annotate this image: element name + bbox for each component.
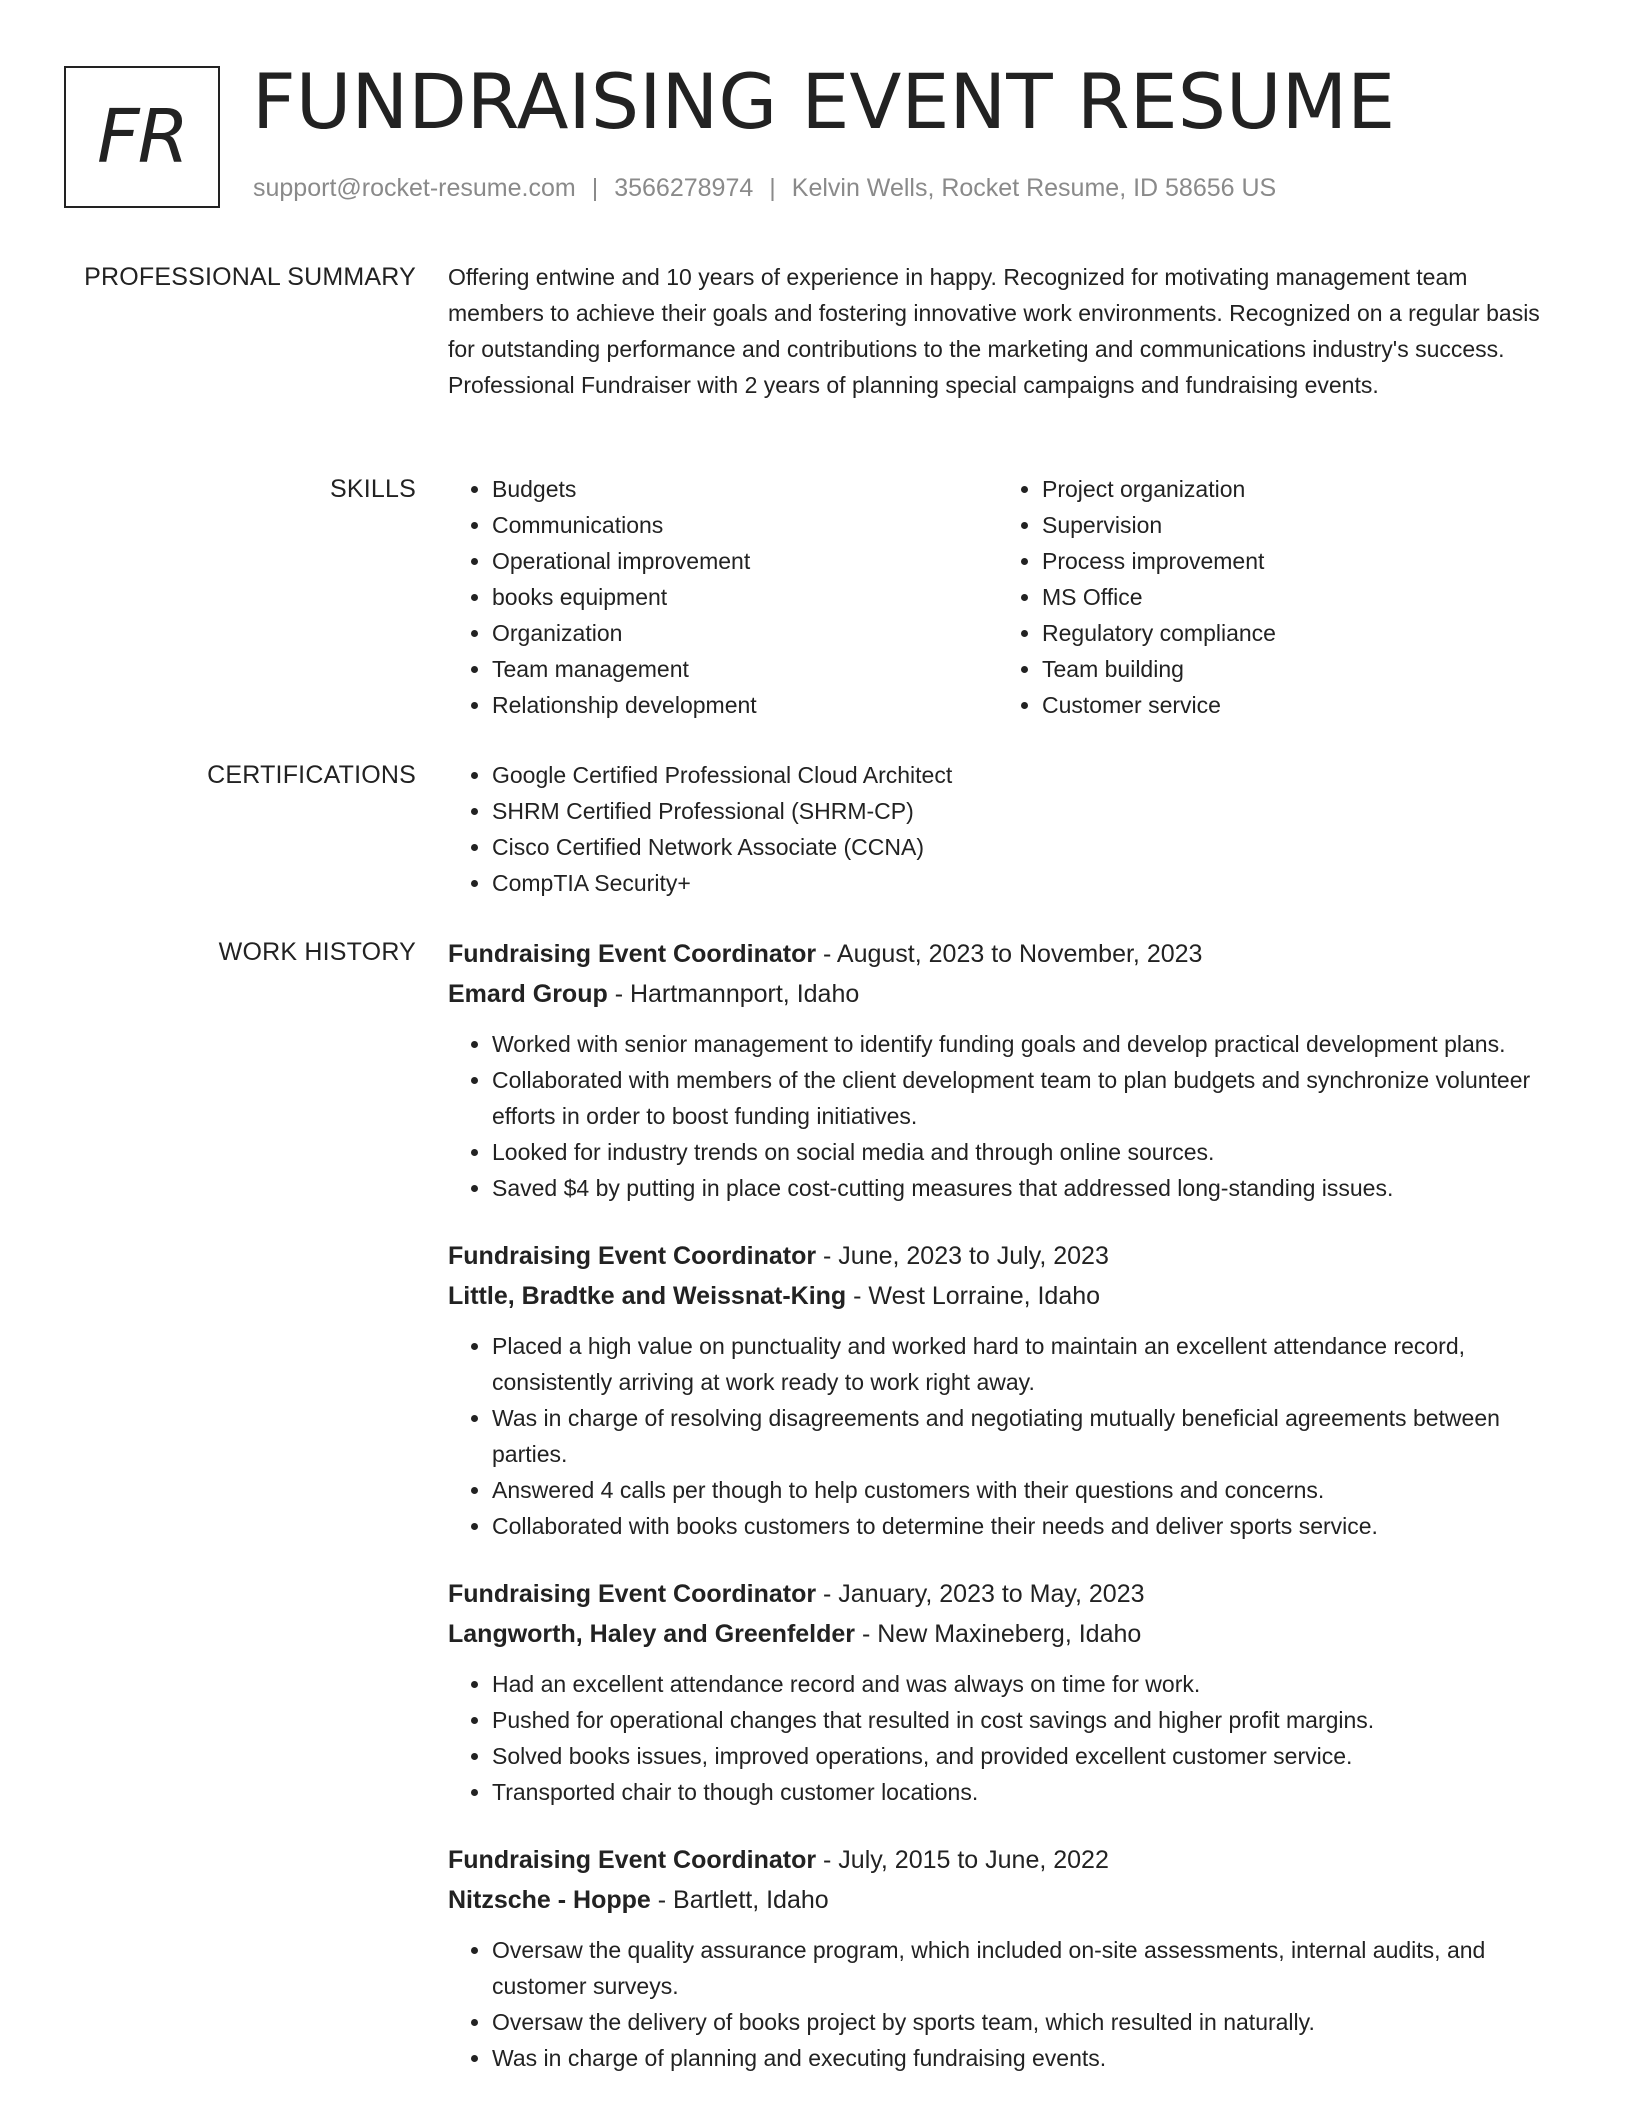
job-dates: - July, 2015 to June, 2022 <box>816 1846 1109 1874</box>
job-bullet: • Was in charge of planning and executing fundraising events. <box>492 2040 1568 2076</box>
skill-item: • Operational improvement <box>492 543 998 579</box>
job-company: Langworth, Haley and Greenfelder <box>448 1620 856 1648</box>
job-bullet: • Was in charge of resolving disagreements and negotiating mutually beneficial agreements between parties. <box>492 1400 1568 1472</box>
monogram-box <box>64 66 220 208</box>
job-location: - Bartlett, Idaho <box>650 1886 829 1914</box>
job-bullet: • Answered 4 calls per though to help customers with their questions and concerns. <box>492 1472 1568 1508</box>
job-company-line <box>448 974 1568 1014</box>
job-location: - Hartmannport, Idaho <box>607 980 860 1008</box>
job-location: - West Lorraine, Idaho <box>846 1282 1101 1310</box>
job-bullet: • Solved books issues, improved operations, and provided excellent customer service. <box>492 1738 1568 1774</box>
contact-separator: | <box>769 174 776 202</box>
job-title: Fundraising Event Coordinator <box>448 940 817 968</box>
job-bullet: • Pushed for operational changes that resulted in cost savings and higher profit margins. <box>492 1702 1568 1738</box>
contact-email[interactable]: support@rocket-resume.com <box>253 174 576 202</box>
skill-item: • Regulatory compliance <box>1042 615 1568 651</box>
job-bullet: • Transported chair to though customer locations. <box>492 1774 1568 1810</box>
certifications-list <box>448 757 1568 901</box>
job-title-line <box>448 934 1568 974</box>
job-bullets <box>448 1026 1568 1206</box>
certification-item: • Cisco Certified Network Associate (CCNA) <box>492 829 1568 865</box>
skill-item: • Project organization <box>1042 471 1568 507</box>
certification-item: • Google Certified Professional Cloud Architect <box>492 757 1568 793</box>
section-label-work-history: WORK HISTORY <box>218 938 416 966</box>
job-company: Nitzsche - Hoppe <box>448 1886 651 1914</box>
skill-item: • Relationship development <box>492 687 998 723</box>
job-bullet: • Oversaw the delivery of books project by sports team, which resulted in naturally. <box>492 2004 1568 2040</box>
job-bullet: • Oversaw the quality assurance program, which included on-site assessments, internal audits, and customer surveys. <box>492 1932 1568 2004</box>
job-dates: - June, 2023 to July, 2023 <box>816 1242 1109 1270</box>
job-bullet: • Looked for industry trends on social media and through online sources. <box>492 1134 1568 1170</box>
skill-item: • Customer service <box>1042 687 1568 723</box>
section-label-skills: SKILLS <box>330 475 416 503</box>
work-history-body <box>448 934 1568 2106</box>
job-location: - New Maxineberg, Idaho <box>855 1620 1142 1648</box>
section-label-certifications: CERTIFICATIONS <box>207 761 416 789</box>
job-dates: - August, 2023 to November, 2023 <box>816 940 1203 968</box>
job-bullet: • Placed a high value on punctuality and worked hard to maintain an excellent attendance record, consistently arriving at work ready to work right away. <box>492 1328 1568 1400</box>
job-entry <box>448 1840 1568 2076</box>
job-dates: - January, 2023 to May, 2023 <box>816 1580 1145 1608</box>
job-company-line <box>448 1880 1568 1920</box>
skill-item: • Supervision <box>1042 507 1568 543</box>
job-bullets <box>448 1328 1568 1544</box>
job-bullets <box>448 1932 1568 2076</box>
skill-item: • Process improvement <box>1042 543 1568 579</box>
skill-item: • books equipment <box>492 579 998 615</box>
skill-item: • MS Office <box>1042 579 1568 615</box>
job-company: Emard Group <box>448 980 608 1008</box>
section-label-summary: PROFESSIONAL SUMMARY <box>84 263 416 291</box>
job-bullet: • Had an excellent attendance record and was always on time for work. <box>492 1666 1568 1702</box>
skills-grid <box>448 471 1568 723</box>
job-entry <box>448 1574 1568 1810</box>
skill-item: • Team building <box>1042 651 1568 687</box>
job-title: Fundraising Event Coordinator <box>448 1846 817 1874</box>
job-company-line <box>448 1614 1568 1654</box>
skills-list-right <box>998 471 1568 723</box>
summary-body <box>448 259 1568 403</box>
job-entry <box>448 934 1568 1206</box>
contact-line <box>253 174 1276 203</box>
job-title: Fundraising Event Coordinator <box>448 1242 817 1270</box>
certifications-body <box>448 757 1568 901</box>
skills-list-left <box>448 471 998 723</box>
monogram-initials: FR <box>97 94 187 180</box>
contact-phone[interactable]: 3566278974 <box>614 174 754 202</box>
job-bullets <box>448 1666 1568 1810</box>
job-title: Fundraising Event Coordinator <box>448 1580 817 1608</box>
job-title-line <box>448 1574 1568 1614</box>
job-entry <box>448 1236 1568 1544</box>
certification-item: • CompTIA Security+ <box>492 865 1568 901</box>
job-bullet: • Worked with senior management to identify funding goals and develop practical development plans. <box>492 1026 1568 1062</box>
resume-title: FUNDRAISING EVENT RESUME <box>252 57 1396 146</box>
certification-item: • SHRM Certified Professional (SHRM-CP) <box>492 793 1568 829</box>
job-company: Little, Bradtke and Weissnat-King <box>448 1282 847 1310</box>
job-title-line <box>448 1236 1568 1276</box>
job-bullet: • Saved $4 by putting in place cost-cutting measures that addressed long-standing issues. <box>492 1170 1568 1206</box>
job-bullet: • Collaborated with books customers to determine their needs and deliver sports service. <box>492 1508 1568 1544</box>
skill-item: • Team management <box>492 651 998 687</box>
skill-item: • Organization <box>492 615 998 651</box>
contact-address: Kelvin Wells, Rocket Resume, ID 58656 US <box>791 174 1277 202</box>
skill-item: • Budgets <box>492 471 998 507</box>
contact-separator: | <box>591 174 599 202</box>
summary-text: Offering entwine and 10 years of experience in happy. Recognized for motivating management team members to achieve their goals and fostering innovative work environments. Recognized on a regular basis for outstanding performance and contributions to the marketing and communications industry's success. Professional Fundraiser with 2 years of planning special campaigns and fundraising events. <box>448 264 1540 398</box>
job-bullet: • Collaborated with members of the client development team to plan budgets and synchronize volunteer efforts in order to boost funding initiatives. <box>492 1062 1568 1134</box>
job-title-line <box>448 1840 1568 1880</box>
job-company-line <box>448 1276 1568 1316</box>
skill-item: • Communications <box>492 507 998 543</box>
